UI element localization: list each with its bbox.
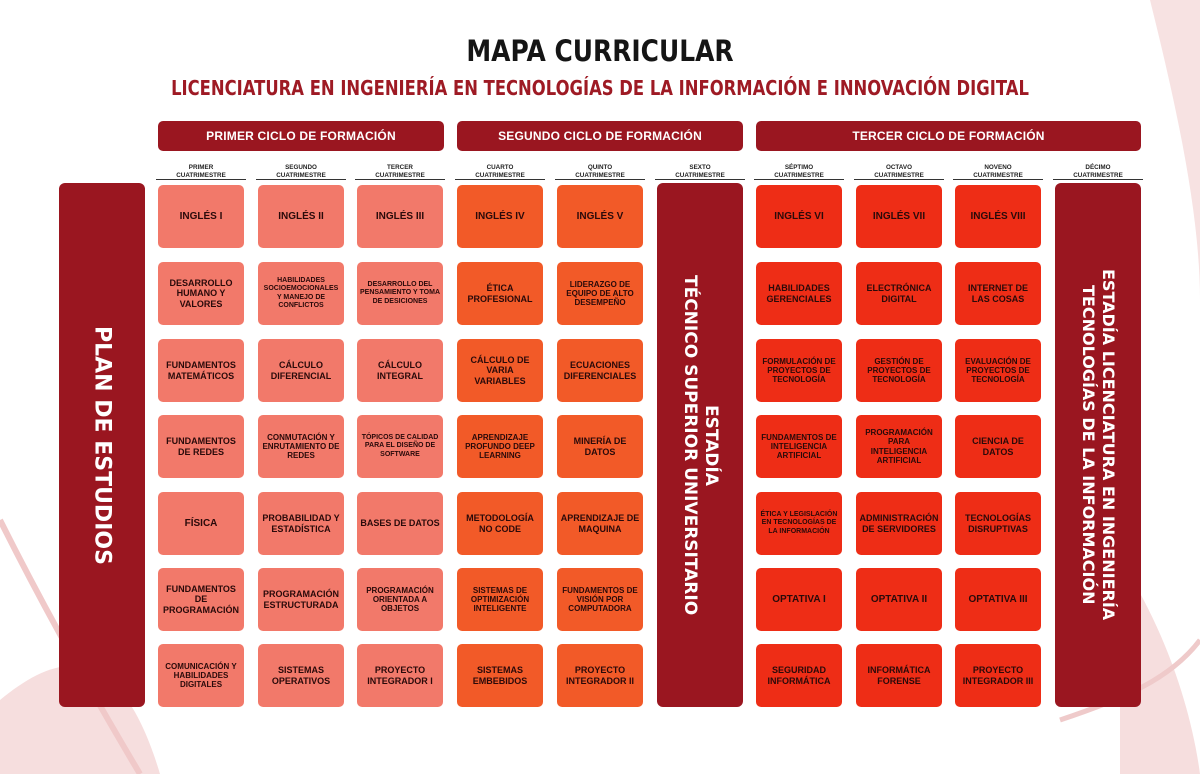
- semester-label: [355, 164, 445, 180]
- semester-ordinal: PRIMER: [188, 164, 214, 171]
- course-card: FÍSICA: [158, 492, 244, 555]
- course-card: EVALUACIÓN DE PROYECTOS DE TECNOLOGÍA: [955, 339, 1041, 402]
- semester-ordinal: SEXTO: [689, 164, 711, 171]
- course-card: INGLÉS VIII: [955, 185, 1041, 248]
- course-card: TÓPICOS DE CALIDAD PARA EL DISEÑO DE SOFTWARE: [357, 415, 443, 478]
- semester-word: CUATRIMESTRE: [455, 172, 545, 181]
- course-card: SISTEMAS DE OPTIMIZACIÓN INTELIGENTE: [457, 568, 543, 631]
- course-card: INGLÉS V: [557, 185, 643, 248]
- semester-word: CUATRIMESTRE: [1053, 172, 1143, 181]
- estadia-tsu-line-2: TÉCNICO SUPERIOR UNIVERSITARIO: [680, 274, 700, 616]
- course-card: SEGURIDAD INFORMÁTICA: [756, 644, 842, 707]
- course-card: INGLÉS VII: [856, 185, 942, 248]
- course-card: OPTATIVA II: [856, 568, 942, 631]
- semester-word: CUATRIMESTRE: [256, 172, 346, 181]
- course-card: ECUACIONES DIFERENCIALES: [557, 339, 643, 402]
- cycle-header-1: PRIMER CICLO DE FORMACIÓN: [158, 121, 444, 151]
- page-subtitle: LICENCIATURA EN INGENIERÍA EN TECNOLOGÍAS DE LA INFORMACIÓN E INNOVACIÓN DIGITAL: [171, 76, 1029, 100]
- semester-label: [156, 164, 246, 180]
- course-card: PROGRAMACIÓN PARA INTELIGENCIA ARTIFICIAL: [856, 415, 942, 478]
- semester-label: [256, 164, 346, 180]
- course-card: INGLÉS II: [258, 185, 344, 248]
- course-card: CÁLCULO DE VARIA VARIABLES: [457, 339, 543, 402]
- course-card: HABILIDADES GERENCIALES: [756, 262, 842, 325]
- course-card: FUNDAMENTOS DE PROGRAMACIÓN: [158, 568, 244, 631]
- semester-word: CUATRIMESTRE: [854, 172, 944, 181]
- estadia-tsu-bar: [657, 183, 743, 707]
- course-card: LIDERAZGO DE EQUIPO DE ALTO DESEMPEÑO: [557, 262, 643, 325]
- semester-ordinal: DÉCIMO: [1085, 164, 1111, 171]
- course-card: CÁLCULO DIFERENCIAL: [258, 339, 344, 402]
- semester-word: CUATRIMESTRE: [555, 172, 645, 181]
- estadia-lic-line-2: TECNOLOGÍAS DE LA INFORMACIÓN: [1079, 285, 1098, 605]
- course-card: SISTEMAS EMBEBIDOS: [457, 644, 543, 707]
- semester-label: [1053, 164, 1143, 180]
- course-card: APRENDIZAJE DE MAQUINA: [557, 492, 643, 555]
- course-card: CIENCIA DE DATOS: [955, 415, 1041, 478]
- course-card: TECNOLOGÍAS DISRUPTIVAS: [955, 492, 1041, 555]
- course-card: DESARROLLO HUMANO Y VALORES: [158, 262, 244, 325]
- course-card: METODOLOGÍA NO CODE: [457, 492, 543, 555]
- semester-label: [953, 164, 1043, 180]
- semester-label: [754, 164, 844, 180]
- course-card: INTERNET DE LAS COSAS: [955, 262, 1041, 325]
- semester-ordinal: NOVENO: [984, 164, 1012, 171]
- course-card: DESARROLLO DEL PENSAMIENTO Y TOMA DE DESICIONES: [357, 262, 443, 325]
- semester-ordinal: OCTAVO: [885, 164, 912, 171]
- estadia-tsu-line-1: ESTADÍA: [701, 404, 721, 486]
- course-card: INFORMÁTICA FORENSE: [856, 644, 942, 707]
- course-card: ADMINISTRACIÓN DE SERVIDORES: [856, 492, 942, 555]
- semester-ordinal: QUINTO: [587, 164, 613, 171]
- semester-label: [555, 164, 645, 180]
- course-card: PROYECTO INTEGRADOR I: [357, 644, 443, 707]
- estadia-licenciatura-bar: [1055, 183, 1141, 707]
- course-card: COMUNICACIÓN Y HABILIDADES DIGITALES: [158, 644, 244, 707]
- semester-ordinal: SEGUNDO: [285, 164, 317, 171]
- course-card: FUNDAMENTOS DE REDES: [158, 415, 244, 478]
- course-card: ÉTICA PROFESIONAL: [457, 262, 543, 325]
- page-title: MAPA CURRICULAR: [466, 34, 734, 68]
- semester-word: CUATRIMESTRE: [156, 172, 246, 181]
- course-card: MINERÍA DE DATOS: [557, 415, 643, 478]
- semester-word: CUATRIMESTRE: [655, 172, 745, 181]
- semester-label: [455, 164, 545, 180]
- estadia-tsu-label: [679, 275, 721, 615]
- course-card: BASES DE DATOS: [357, 492, 443, 555]
- course-card: INGLÉS I: [158, 185, 244, 248]
- course-card: PROGRAMACIÓN ORIENTADA A OBJETOS: [357, 568, 443, 631]
- course-card: PROYECTO INTEGRADOR II: [557, 644, 643, 707]
- course-card: HABILIDADES SOCIOEMOCIONALES Y MANEJO DE CONFLICTOS: [258, 262, 344, 325]
- course-card: ÉTICA Y LEGISLACIÓN EN TECNOLOGÍAS DE LA INFORMACIÓN: [756, 492, 842, 555]
- semester-word: CUATRIMESTRE: [953, 172, 1043, 181]
- semester-ordinal: TERCER: [387, 164, 413, 171]
- cycle-header-2: SEGUNDO CICLO DE FORMACIÓN: [457, 121, 743, 151]
- semester-ordinal: SÉPTIMO: [784, 164, 814, 171]
- course-card: PROBABILIDAD Y ESTADÍSTICA: [258, 492, 344, 555]
- plan-de-estudios-bar: [59, 183, 145, 707]
- course-card: OPTATIVA III: [955, 568, 1041, 631]
- course-card: INGLÉS III: [357, 185, 443, 248]
- course-card: FORMULACIÓN DE PROYECTOS DE TECNOLOGÍA: [756, 339, 842, 402]
- course-card: FUNDAMENTOS MATEMÁTICOS: [158, 339, 244, 402]
- cycle-header-3: TERCER CICLO DE FORMACIÓN: [756, 121, 1141, 151]
- estadia-lic-line-1: ESTADÍA LICENCIATURA EN INGENIERÍA: [1099, 269, 1118, 621]
- semester-word: CUATRIMESTRE: [355, 172, 445, 181]
- course-card: FUNDAMENTOS DE VISIÓN POR COMPUTADORA: [557, 568, 643, 631]
- course-card: INGLÉS VI: [756, 185, 842, 248]
- course-card: INGLÉS IV: [457, 185, 543, 248]
- course-card: GESTIÓN DE PROYECTOS DE TECNOLOGÍA: [856, 339, 942, 402]
- course-card: PROGRAMACIÓN ESTRUCTURADA: [258, 568, 344, 631]
- course-card: CÁLCULO INTEGRAL: [357, 339, 443, 402]
- course-card: FUNDAMENTOS DE INTELIGENCIA ARTIFICIAL: [756, 415, 842, 478]
- plan-de-estudios-label: PLAN DE ESTUDIOS: [89, 325, 115, 565]
- semester-label: [655, 164, 745, 180]
- course-card: SISTEMAS OPERATIVOS: [258, 644, 344, 707]
- course-card: ELECTRÓNICA DIGITAL: [856, 262, 942, 325]
- course-card: CONMUTACIÓN Y ENRUTAMIENTO DE REDES: [258, 415, 344, 478]
- semester-word: CUATRIMESTRE: [754, 172, 844, 181]
- estadia-licenciatura-label: [1078, 269, 1118, 620]
- course-card: PROYECTO INTEGRADOR III: [955, 644, 1041, 707]
- course-card: APRENDIZAJE PROFUNDO DEEP LEARNING: [457, 415, 543, 478]
- semester-label: [854, 164, 944, 180]
- semester-ordinal: CUARTO: [486, 164, 514, 171]
- course-card: OPTATIVA I: [756, 568, 842, 631]
